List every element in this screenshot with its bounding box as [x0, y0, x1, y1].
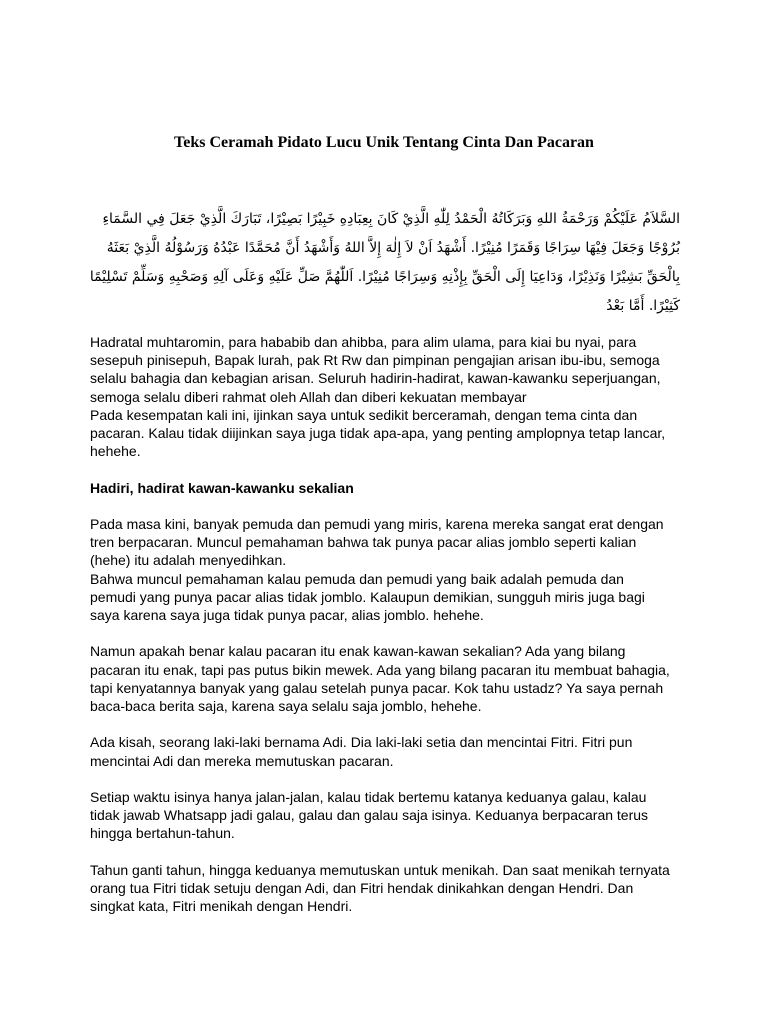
arabic-opening: السَّلاَمُ عَلَيْكُمْ وَرَحْمَةُ اللهِ وَبَرَكَاتُهُ الْحَمْدُ لِلّٰهِ الَّذِيْ كَانَ بِعِبَادِهِ خَبِيْرًا بَصِيْرًا، تَبَارَكَ الَّذِيْ جَعَلَ فِي السَّمَاءِ بُرُوْجًا وَجَعَلَ فِيْهَا سِرَاجًا وَقَمَرًا مُنِيْرًا. أَشْهَدُ اَنْ لاَ إِلٰهَ إِلاَّ اللهُ وَأَشْهَدُ أَنَّ مُحَمَّدًا عَبْدُهُ وَرَسُوْلُهُ الَّذِيْ بَعَثَهُ بِالْحَقِّ بَشِيْرًا وَنَذِيْرًا، وَدَاعِيَا إِلَى الْحَقِّ بِإِذْنِهِ وَسِرَاجًا مُنِيْرًا. اَللّٰهُمَّ صَلِّ عَلَيْهِ وَعَلَى آلِهِ وَصَحْبِهِ وَسَلِّمْ تَسْلِيْمًا كَثِيْرًا. أَمَّا بَعْدُ [89, 211, 680, 314]
document-body [90, 333, 670, 915]
document-title: Teks Ceramah Pidato Lucu Unik Tentang Cinta Dan Pacaran [174, 134, 594, 151]
paragraph-story: Ada kisah, seorang laki-laki bernama Adi. Dia laki-laki setia dan mencintai Fitri. Fitri pun mencintai Adi dan mereka memutuskan pacaran. [90, 734, 633, 769]
paragraph-trend: Pada masa kini, banyak pemuda dan pemudi yang miris, karena mereka sangat erat dengan tren berpacaran. Muncul pemahaman bahwa tak punya pacar alias jomblo seperti kalian (hehe) itu adalah menyedihkan. [90, 516, 664, 569]
paragraph-intro: Pada kesempatan kali ini, ijinkan saya untuk sedikit berceramah, dengan tema cinta dan pacaran. Kalau tidak diijinkan saya juga tidak apa-apa, yang penting amplopnya tetap lancar, hehehe. [90, 406, 666, 460]
paragraph-marriage: Tahun ganti tahun, hingga keduanya memutuskan untuk menikah. Dan saat menikah ternyata orang tua Fitri tidak setuju dengan Adi, dan Fitri hendak dinikahkan dengan Hendri. Dan singkat kata, Fitri menikah dengan Hendri. [90, 861, 670, 915]
paragraph-greeting: Hadratal muhtaromin, para hababib dan ahibba, para alim ulama, para kiai bu nyai, para sesepuh pinisepuh, Bapak lurah, pak Rt Rw dan pimpinan pengajian arisan ibu-ibu, semoga selalu bahagia dan kebagian arisan. Seluruh hadirin-hadirat, kawan-kawanku seperjuangan, semoga selalu diberi rahmat oleh Allah dan diberi kekuatan membayar [90, 334, 661, 405]
paragraph-routine: Setiap waktu isinya hanya jalan-jalan, kalau tidak bertemu katanya keduanya galau, kalau tidak jawab Whatsapp jadi galau, galau dan galau saja isinya. Keduanya berpacaran terus hingga bertahun-tahun. [90, 789, 649, 842]
section-heading: Hadiri, hadirat kawan-kawanku sekalian [90, 479, 354, 496]
paragraph-question: Namun apakah benar kalau pacaran itu enak kawan-kawan sekalian? Ada yang bilang pacaran itu enak, tapi pas putus bikin mewek. Ada yang bilang pacaran itu membuat bahagia, tapi kenyatannya banyak yang galau setelah punya pacar. Kok tahu ustadz? Ya saya pernah baca-baca berita saja, karena saya selalu saja jomblo, hehehe. [90, 643, 670, 715]
paragraph-understanding: Bahwa muncul pemahaman kalau pemuda dan pemudi yang baik adalah pemuda dan pemudi yang punya pacar alias tidak jomblo. Kalaupun demikian, sungguh miris juga bagi saya karena saya juga tidak punya pacar, alias jomblo. hehehe. [90, 570, 645, 624]
